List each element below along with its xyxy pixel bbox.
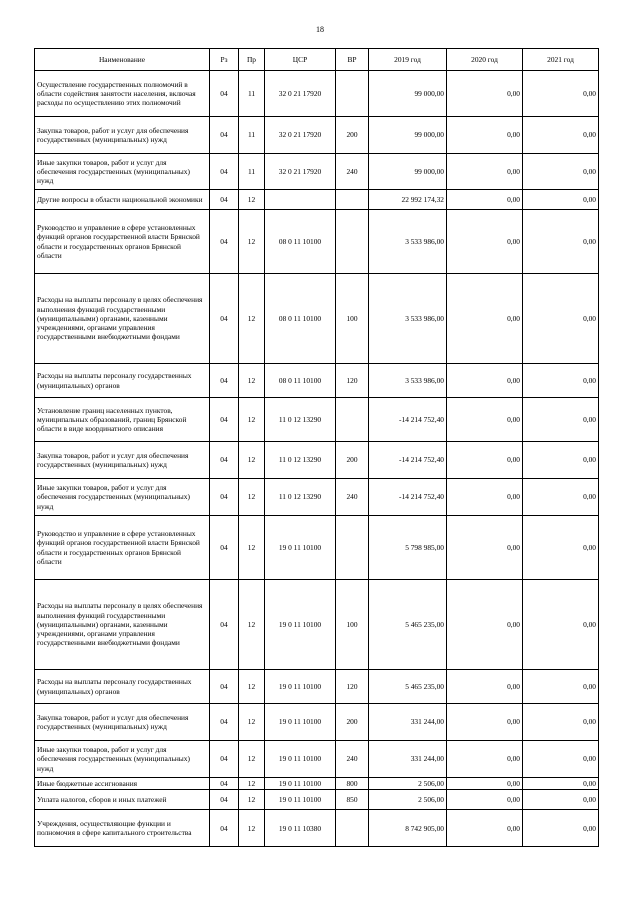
row-2021: 0,00	[523, 790, 599, 810]
row-vr: 200	[336, 704, 369, 741]
row-2020: 0,00	[447, 810, 523, 847]
row-name: Другие вопросы в области национальной экономики	[35, 190, 210, 210]
header-csr: ЦСР	[265, 49, 336, 71]
row-rz: 04	[210, 778, 239, 790]
row-vr: 850	[336, 790, 369, 810]
table-header-row	[35, 49, 599, 71]
row-pr: 12	[239, 778, 265, 790]
row-name: Иные закупки товаров, работ и услуг для обеспечения государственных (муниципальных) нужд	[35, 154, 210, 190]
row-name: Руководство и управление в сфере установленных функций органов государственной власти Брянской области и государственных органов Брянской области	[35, 210, 210, 274]
row-2021: 0,00	[523, 442, 599, 479]
row-2019: 99 000,00	[369, 71, 447, 117]
row-vr	[336, 516, 369, 580]
row-csr: 19 0 11 10100	[265, 778, 336, 790]
row-csr: 08 0 11 10100	[265, 274, 336, 364]
header-vr: ВР	[336, 49, 369, 71]
row-pr: 12	[239, 741, 265, 778]
row-pr: 12	[239, 479, 265, 516]
row-rz: 04	[210, 154, 239, 190]
row-2020: 0,00	[447, 516, 523, 580]
table-row	[35, 670, 599, 704]
row-pr: 12	[239, 580, 265, 670]
row-rz: 04	[210, 210, 239, 274]
table-row	[35, 364, 599, 398]
table-row	[35, 741, 599, 778]
row-name: Уплата налогов, сборов и иных платежей	[35, 790, 210, 810]
row-vr: 240	[336, 741, 369, 778]
row-name: Установление границ населенных пунктов, муниципальных образований, границ Брянской области в виде координатного описания	[35, 398, 210, 442]
row-pr: 11	[239, 117, 265, 154]
row-name: Расходы на выплаты персоналу в целях обеспечения выполнения функций государственными (муниципальными) органами, казенными учреждениями, органами управления государственными внебюджетными фондами	[35, 274, 210, 364]
row-2021: 0,00	[523, 741, 599, 778]
table-row	[35, 704, 599, 741]
row-2020: 0,00	[447, 154, 523, 190]
header-pr: Пр	[239, 49, 265, 71]
row-vr	[336, 398, 369, 442]
budget-table	[34, 48, 599, 847]
row-rz: 04	[210, 479, 239, 516]
table-body	[35, 71, 599, 847]
header-rz: Рз	[210, 49, 239, 71]
row-pr: 12	[239, 210, 265, 274]
row-vr: 240	[336, 154, 369, 190]
row-rz: 04	[210, 670, 239, 704]
row-rz: 04	[210, 71, 239, 117]
row-rz: 04	[210, 274, 239, 364]
row-csr: 19 0 11 10100	[265, 704, 336, 741]
row-csr: 11 0 12 13290	[265, 479, 336, 516]
row-2020: 0,00	[447, 190, 523, 210]
table-row	[35, 580, 599, 670]
table-row	[35, 274, 599, 364]
row-vr: 200	[336, 442, 369, 479]
row-2019: 3 533 986,00	[369, 274, 447, 364]
row-2021: 0,00	[523, 210, 599, 274]
row-vr: 200	[336, 117, 369, 154]
row-rz: 04	[210, 117, 239, 154]
row-name: Иные закупки товаров, работ и услуг для обеспечения государственных (муниципальных) нужд	[35, 741, 210, 778]
row-2020: 0,00	[447, 71, 523, 117]
row-rz: 04	[210, 790, 239, 810]
header-2020: 2020 год	[447, 49, 523, 71]
row-pr: 12	[239, 790, 265, 810]
row-csr: 11 0 12 13290	[265, 442, 336, 479]
row-csr: 32 0 21 17920	[265, 71, 336, 117]
row-pr: 12	[239, 810, 265, 847]
row-name: Руководство и управление в сфере установленных функций органов государственной власти Брянской области и государственных органов Брянской области	[35, 516, 210, 580]
table-row	[35, 810, 599, 847]
row-2019: 2 506,00	[369, 790, 447, 810]
row-pr: 12	[239, 704, 265, 741]
row-rz: 04	[210, 190, 239, 210]
row-csr: 19 0 11 10100	[265, 741, 336, 778]
row-name: Иные бюджетные ассигнования	[35, 778, 210, 790]
table-row	[35, 398, 599, 442]
row-2021: 0,00	[523, 154, 599, 190]
header-name: Наименование	[35, 49, 210, 71]
row-vr: 240	[336, 479, 369, 516]
row-2021: 0,00	[523, 778, 599, 790]
row-2020: 0,00	[447, 274, 523, 364]
row-2021: 0,00	[523, 71, 599, 117]
row-csr: 19 0 11 10100	[265, 790, 336, 810]
header-2019: 2019 год	[369, 49, 447, 71]
row-2021: 0,00	[523, 364, 599, 398]
row-name: Иные закупки товаров, работ и услуг для обеспечения государственных (муниципальных) нужд	[35, 479, 210, 516]
row-vr: 800	[336, 778, 369, 790]
row-vr: 120	[336, 364, 369, 398]
row-2020: 0,00	[447, 741, 523, 778]
row-2020: 0,00	[447, 580, 523, 670]
row-2021: 0,00	[523, 704, 599, 741]
row-vr: 100	[336, 274, 369, 364]
row-csr: 19 0 11 10380	[265, 810, 336, 847]
row-2019: 3 533 986,00	[369, 364, 447, 398]
row-pr: 12	[239, 398, 265, 442]
row-2020: 0,00	[447, 210, 523, 274]
row-name: Закупка товаров, работ и услуг для обеспечения государственных (муниципальных) нужд	[35, 117, 210, 154]
row-2019: 8 742 905,00	[369, 810, 447, 847]
row-2021: 0,00	[523, 117, 599, 154]
row-name: Закупка товаров, работ и услуг для обеспечения государственных (муниципальных) нужд	[35, 704, 210, 741]
table-row	[35, 154, 599, 190]
row-rz: 04	[210, 516, 239, 580]
row-rz: 04	[210, 364, 239, 398]
row-csr: 11 0 12 13290	[265, 398, 336, 442]
row-2019: 5 798 985,00	[369, 516, 447, 580]
table-row	[35, 190, 599, 210]
row-2020: 0,00	[447, 670, 523, 704]
table-row	[35, 479, 599, 516]
row-rz: 04	[210, 442, 239, 479]
table-row	[35, 71, 599, 117]
row-rz: 04	[210, 398, 239, 442]
table-row	[35, 442, 599, 479]
row-csr: 32 0 21 17920	[265, 154, 336, 190]
row-2020: 0,00	[447, 479, 523, 516]
row-name: Расходы на выплаты персоналу в целях обеспечения выполнения функций государственными (муниципальными) органами, казенными учреждениями, органами управления государственными внебюджетными фондами	[35, 580, 210, 670]
row-2021: 0,00	[523, 810, 599, 847]
row-vr	[336, 210, 369, 274]
row-name: Осуществление государственных полномочий в области содействия занятости населения, включая расходы по осуществлению этих полномочий	[35, 71, 210, 117]
row-rz: 04	[210, 704, 239, 741]
row-csr	[265, 190, 336, 210]
row-2019: 22 992 174,32	[369, 190, 447, 210]
table-row	[35, 117, 599, 154]
row-2021: 0,00	[523, 580, 599, 670]
row-2019: 5 465 235,00	[369, 670, 447, 704]
row-2019: 331 244,00	[369, 741, 447, 778]
row-2020: 0,00	[447, 778, 523, 790]
row-2021: 0,00	[523, 479, 599, 516]
header-2021: 2021 год	[523, 49, 599, 71]
row-2020: 0,00	[447, 442, 523, 479]
row-name: Расходы на выплаты персоналу государственных (муниципальных) органов	[35, 364, 210, 398]
row-pr: 12	[239, 670, 265, 704]
row-vr: 120	[336, 670, 369, 704]
row-2020: 0,00	[447, 704, 523, 741]
row-vr	[336, 190, 369, 210]
row-csr: 08 0 11 10100	[265, 364, 336, 398]
row-2021: 0,00	[523, 398, 599, 442]
row-vr: 100	[336, 580, 369, 670]
row-2020: 0,00	[447, 364, 523, 398]
row-pr: 11	[239, 154, 265, 190]
row-2021: 0,00	[523, 190, 599, 210]
row-pr: 12	[239, 442, 265, 479]
row-2021: 0,00	[523, 274, 599, 364]
row-2019: 2 506,00	[369, 778, 447, 790]
table-row	[35, 516, 599, 580]
row-csr: 32 0 21 17920	[265, 117, 336, 154]
row-rz: 04	[210, 741, 239, 778]
row-2019: -14 214 752,40	[369, 479, 447, 516]
row-vr	[336, 71, 369, 117]
row-rz: 04	[210, 580, 239, 670]
row-name: Расходы на выплаты персоналу государственных (муниципальных) органов	[35, 670, 210, 704]
row-rz: 04	[210, 810, 239, 847]
row-2019: 99 000,00	[369, 117, 447, 154]
row-pr: 12	[239, 190, 265, 210]
row-2021: 0,00	[523, 516, 599, 580]
row-2021: 0,00	[523, 670, 599, 704]
row-2019: 5 465 235,00	[369, 580, 447, 670]
row-vr	[336, 810, 369, 847]
table-row	[35, 778, 599, 790]
row-2019: -14 214 752,40	[369, 442, 447, 479]
table-row	[35, 210, 599, 274]
page-number: 18	[316, 25, 324, 34]
row-csr: 19 0 11 10100	[265, 580, 336, 670]
row-csr: 08 0 11 10100	[265, 210, 336, 274]
row-pr: 12	[239, 516, 265, 580]
row-2019: 3 533 986,00	[369, 210, 447, 274]
row-2019: 331 244,00	[369, 704, 447, 741]
row-name: Учреждения, осуществляющие функции и полномочия в сфере капитального строительства	[35, 810, 210, 847]
row-2019: -14 214 752,40	[369, 398, 447, 442]
row-2020: 0,00	[447, 117, 523, 154]
table-row	[35, 790, 599, 810]
row-pr: 11	[239, 71, 265, 117]
row-name: Закупка товаров, работ и услуг для обеспечения государственных (муниципальных) нужд	[35, 442, 210, 479]
row-csr: 19 0 11 10100	[265, 516, 336, 580]
row-2019: 99 000,00	[369, 154, 447, 190]
row-pr: 12	[239, 364, 265, 398]
row-csr: 19 0 11 10100	[265, 670, 336, 704]
row-pr: 12	[239, 274, 265, 364]
row-2020: 0,00	[447, 398, 523, 442]
row-2020: 0,00	[447, 790, 523, 810]
